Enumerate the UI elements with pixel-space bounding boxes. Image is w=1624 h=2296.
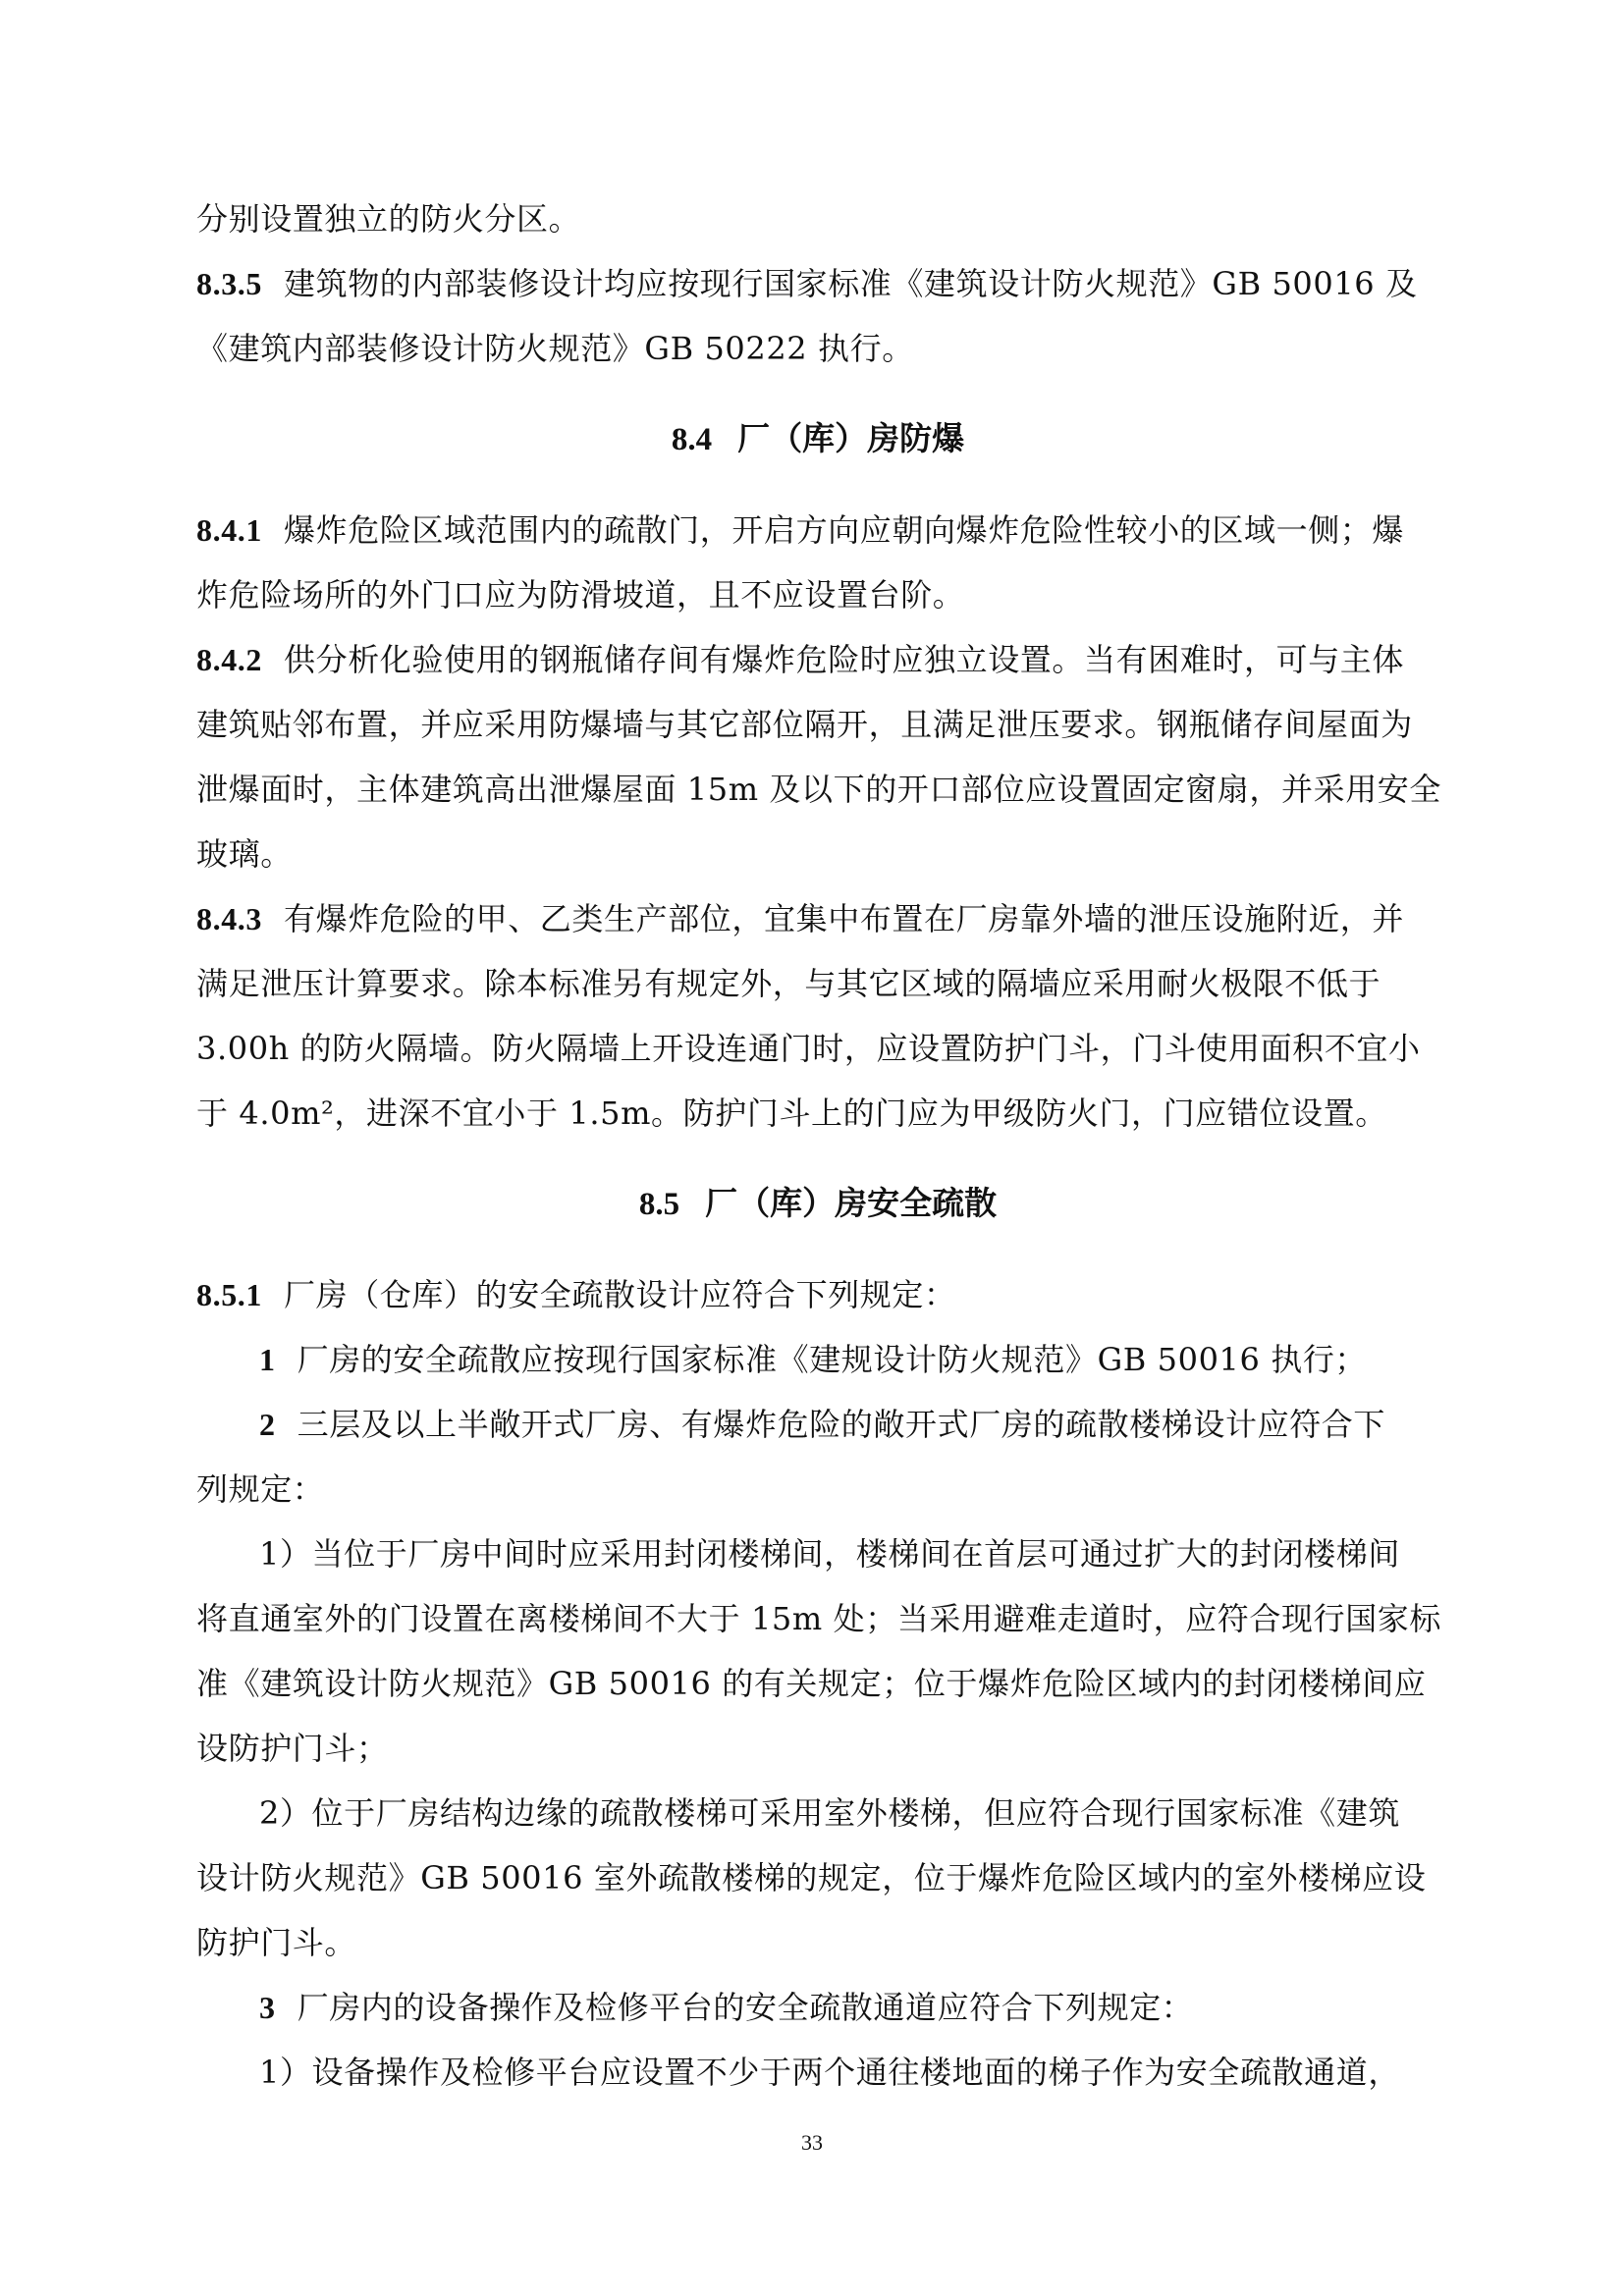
section-title: 厂（库）房安全疏散	[705, 1184, 998, 1222]
item-text: 厂房的安全疏散应按现行国家标准《建规设计防火规范》GB 50016 执行；	[297, 1341, 1368, 1378]
clause-text: 有爆炸危险的甲、乙类生产部位，宜集中布置在厂房靠外墙的泄压设施附近，并	[284, 900, 1405, 937]
section-number: 8.4	[671, 422, 713, 457]
line-text: 将直通室外的门设置在离楼梯间不大于 15m 处；当采用避难走道时，应符合现行国家标	[196, 1600, 1442, 1637]
clause-number: 8.4.3	[196, 901, 262, 936]
line-text: 泄爆面时，主体建筑高出泄爆屋面 15m 及以下的开口部位应设置固定窗扇，并采用安全	[196, 771, 1442, 808]
text-line	[196, 1081, 1439, 1146]
clause-text: 供分析化验使用的钢瓶储存间有爆炸危险时应独立设置。当有困难时，可与主体	[284, 641, 1405, 678]
line-text: 炸危险场所的外门口应为防滑坡道，且不应设置台阶。	[196, 576, 965, 614]
clause-8-4-1	[196, 498, 1439, 562]
text-line	[196, 692, 1439, 757]
clause-text: 爆炸危险区域范围内的疏散门，开启方向应朝向爆炸危险性较小的区域一侧；爆	[284, 511, 1405, 549]
text-line	[196, 1586, 1442, 1651]
line-text: 2）位于厂房结构边缘的疏散楼梯可采用室外楼梯，但应符合现行国家标准《建筑	[259, 1794, 1400, 1832]
clause-text: 建筑物的内部装修设计均应按现行国家标准《建筑设计防火规范》GB 50016 及	[284, 265, 1418, 302]
clause-number: 8.4.2	[196, 642, 262, 677]
line-text: 玻璃。	[196, 835, 293, 873]
document-page	[196, 187, 1442, 2105]
section-title: 厂（库）房防爆	[737, 419, 965, 457]
text-line	[196, 757, 1442, 822]
clause-number: 8.3.5	[196, 266, 262, 301]
clause-8-4-3	[196, 886, 1439, 951]
line-text: 1）当位于厂房中间时应采用封闭楼梯间，楼梯间在首层可通过扩大的封闭楼梯间	[259, 1535, 1400, 1573]
text-line	[196, 1910, 1439, 1975]
clause-number: 8.5.1	[196, 1277, 262, 1312]
item-text: 三层及以上半敞开式厂房、有爆炸危险的敞开式厂房的疏散楼梯设计应符合下	[297, 1406, 1386, 1443]
line-text: 3.00h 的防火隔墙。防火隔墙上开设连通门时，应设置防护门斗，门斗使用面积不宜小	[196, 1030, 1421, 1067]
line-text: 列规定：	[196, 1470, 325, 1508]
text-line	[196, 1457, 1439, 1522]
sub-item-2-1	[196, 1522, 1439, 1586]
clause-text: 厂房（仓库）的安全疏散设计应符合下列规定：	[284, 1276, 956, 1313]
text-line	[196, 822, 1439, 886]
text-line	[196, 1716, 1439, 1781]
line-text: 《建筑内部装修设计防火规范》GB 50222 执行。	[196, 330, 914, 367]
text-line	[196, 951, 1439, 1016]
item-number: 1	[259, 1342, 276, 1377]
line-text: 设计防火规范》GB 50016 室外疏散楼梯的规定，位于爆炸危险区域内的室外楼梯应设	[196, 1859, 1427, 1896]
item-2	[196, 1392, 1439, 1457]
line-text: 1）设备操作及检修平台应设置不少于两个通往楼地面的梯子作为安全疏散通道，	[259, 2054, 1400, 2091]
clause-8-4-2	[196, 627, 1439, 692]
item-number: 2	[259, 1407, 276, 1442]
text-line	[196, 187, 1439, 251]
sub-item-3-1	[196, 2040, 1439, 2105]
section-heading-8-5	[196, 1171, 1439, 1237]
item-1	[196, 1327, 1439, 1392]
line-text: 防护门斗。	[196, 1924, 357, 1961]
line-text: 准《建筑设计防火规范》GB 50016 的有关规定；位于爆炸危险区域内的封闭楼梯间应	[196, 1665, 1427, 1702]
item-3	[196, 1975, 1439, 2040]
section-heading-8-4	[196, 406, 1439, 472]
clause-number: 8.4.1	[196, 512, 262, 548]
item-number: 3	[259, 1990, 276, 2025]
section-number: 8.5	[638, 1187, 680, 1222]
sub-item-2-2	[196, 1781, 1439, 1845]
line-text: 于 4.0m²，进深不宜小于 1.5m。防护门斗上的门应为甲级防火门，门应错位设置。	[196, 1095, 1387, 1132]
line-text: 建筑贴邻布置，并应采用防爆墙与其它部位隔开，且满足泄压要求。钢瓶储存间屋面为	[196, 706, 1413, 743]
item-text: 厂房内的设备操作及检修平台的安全疏散通道应符合下列规定：	[297, 1989, 1194, 2026]
text-line	[196, 1651, 1439, 1716]
line-text: 分别设置独立的防火分区。	[196, 200, 581, 238]
text-line	[196, 1016, 1439, 1081]
text-line	[196, 562, 1439, 627]
clause-8-5-1	[196, 1262, 1439, 1327]
line-text: 满足泄压计算要求。除本标准另有规定外，与其它区域的隔墙应采用耐火极限不低于	[196, 965, 1381, 1002]
clause-8-3-5	[196, 251, 1439, 316]
text-line	[196, 1845, 1439, 1910]
page-number: 33	[801, 2130, 823, 2155]
line-text: 设防护门斗；	[196, 1730, 389, 1767]
text-line	[196, 316, 1439, 381]
